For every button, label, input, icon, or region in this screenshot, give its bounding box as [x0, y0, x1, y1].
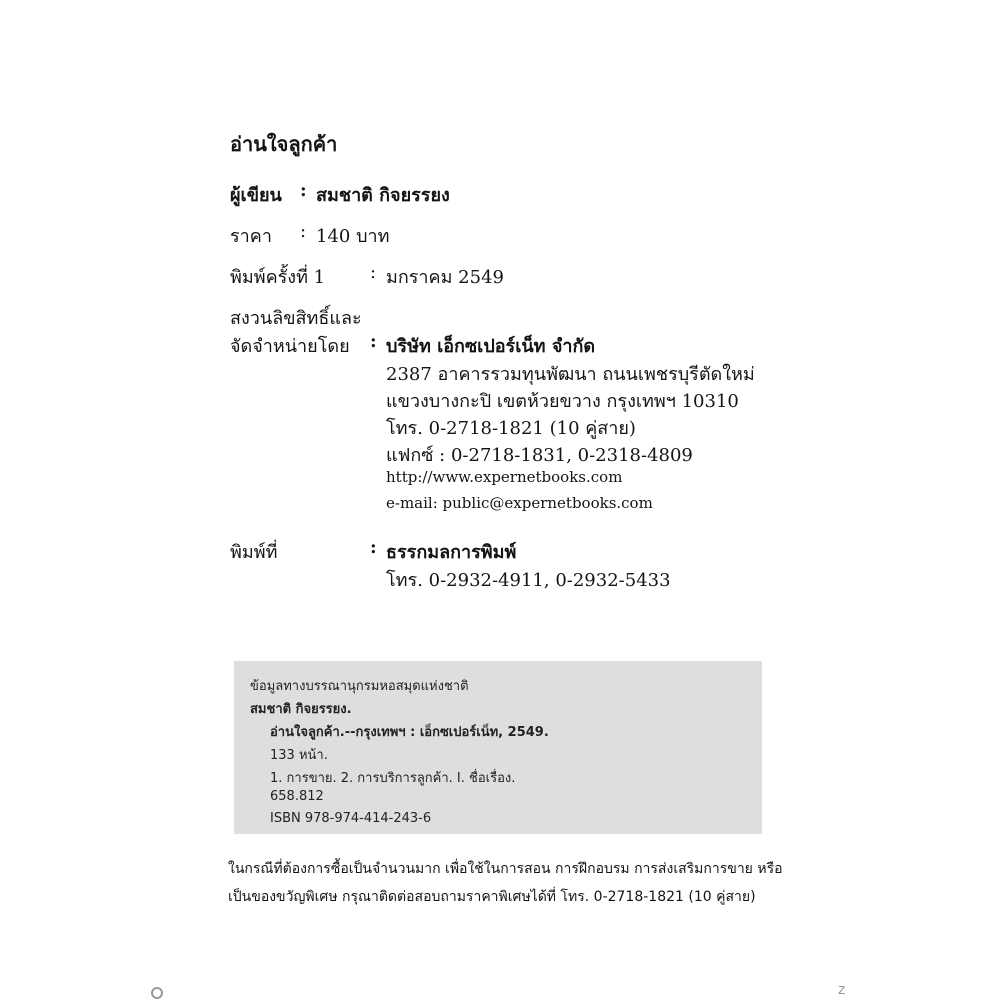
cip-title: อ่านใจลูกค้า.--กรุงเทพฯ : เอ็กซเปอร์เน็ท, 2549.	[270, 725, 549, 740]
price-separator: :	[300, 221, 307, 242]
cip-author: สมชาติ กิจยรรยง.	[250, 702, 352, 717]
edition-separator: :	[370, 262, 377, 283]
rights-label-line-2: จัดจำหน่ายโดย	[230, 336, 350, 357]
author-label: ผู้เขียน	[230, 185, 282, 206]
cip-subjects: 1. การขาย. 2. การบริการลูกค้า. I. ชื่อเรื่อง.	[270, 771, 516, 786]
author-separator: :	[300, 180, 307, 201]
printer-name: ธรรกมลการพิมพ์	[386, 542, 517, 563]
edition-label: พิมพ์ครั้งที่ 1	[230, 267, 326, 288]
cip-classification: 658.812	[270, 789, 324, 804]
bulk-order-note-line-1: ในกรณีที่ต้องการซื้อเป็นจำนวนมาก เพื่อใช้ในการสอน การฝึกอบรม การส่งเสริมการขาย หรือ	[228, 861, 783, 877]
circle-mark-icon	[151, 987, 163, 999]
publisher-fax: แฟกซ์ : 0-2718-1831, 0-2318-4809	[386, 445, 693, 466]
cip-pages: 133 หน้า.	[270, 748, 328, 763]
cip-heading: ข้อมูลทางบรรณานุกรมหอสมุดแห่งชาติ	[250, 679, 469, 694]
cip-box	[234, 661, 762, 834]
book-title: อ่านใจลูกค้า	[230, 132, 338, 156]
price-value: 140 บาท	[316, 226, 390, 247]
cip-isbn: ISBN 978-974-414-243-6	[270, 811, 432, 826]
price-label: ราคา	[230, 226, 272, 247]
printer-label: พิมพ์ที่	[230, 542, 278, 563]
publisher-address-2: แขวงบางกะปิ เขตห้วยขวาง กรุงเทพฯ 10310	[386, 391, 739, 412]
printer-phone: โทร. 0-2932-4911, 0-2932-5433	[386, 570, 671, 591]
publisher-phone: โทร. 0-2718-1821 (10 คู่สาย)	[386, 418, 636, 439]
publisher-name: บริษัท เอ็กซเปอร์เน็ท จำกัด	[386, 336, 596, 357]
author-name: สมชาติ กิจยรรยง	[316, 185, 450, 206]
rights-label-line-1: สงวนลิขสิทธิ์และ	[230, 308, 362, 329]
publisher-address-1: 2387 อาคารรวมทุนพัฒนา ถนนเพชรบุรีตัดใหม่	[386, 364, 755, 385]
bulk-order-note-line-2: เป็นของขวัญพิเศษ กรุณาติดต่อสอบถามราคาพิเศษได้ที่ โทร. 0-2718-1821 (10 คู่สาย)	[228, 889, 756, 905]
page-mark: z	[838, 982, 846, 998]
publisher-email: e-mail: public@expernetbooks.com	[386, 494, 653, 512]
rights-separator: :	[370, 331, 377, 352]
publisher-website: http://www.expernetbooks.com	[386, 468, 623, 486]
printer-separator: :	[370, 537, 377, 558]
edition-date: มกราคม 2549	[386, 267, 504, 288]
